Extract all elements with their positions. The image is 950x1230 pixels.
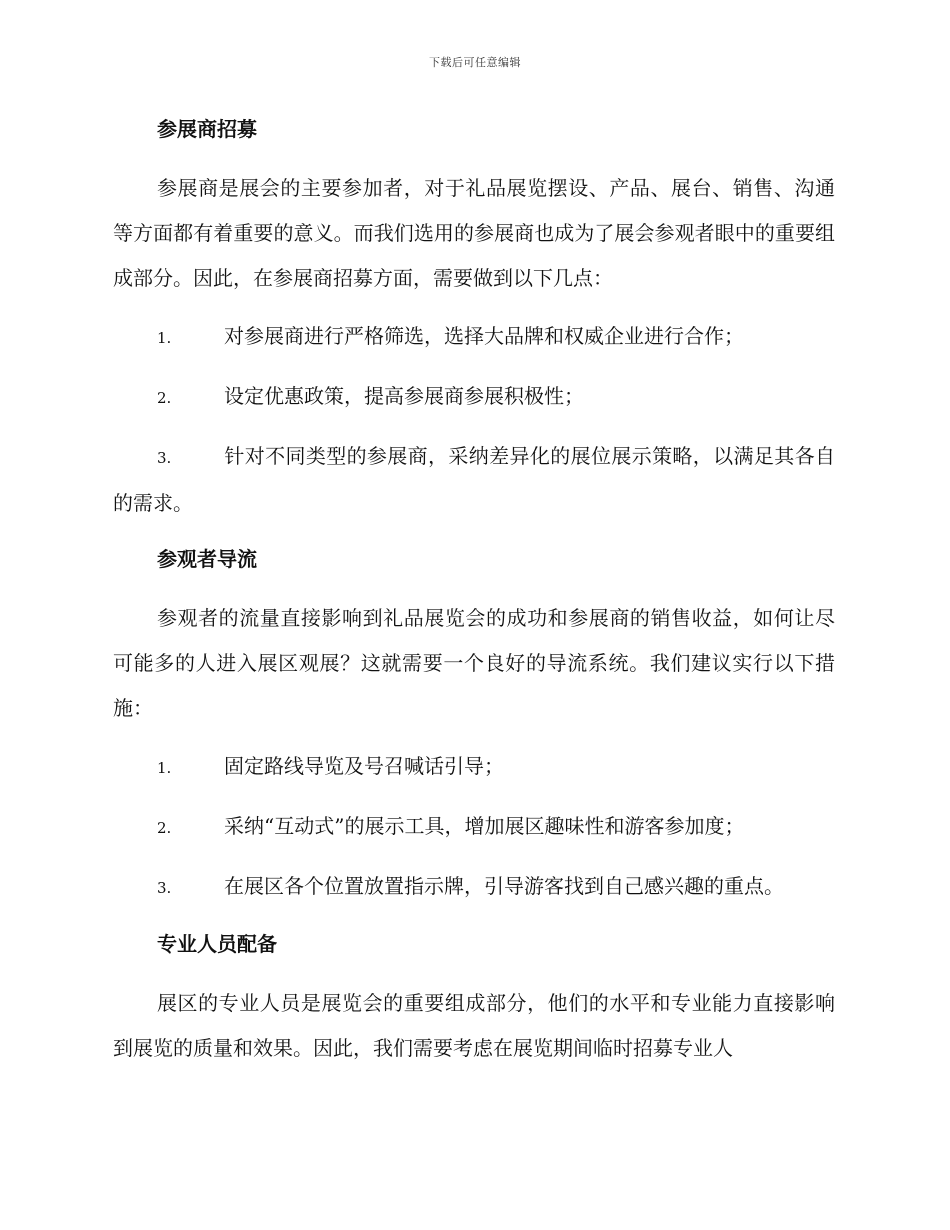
list-item-text: 针对不同类型的参展商，采纳差异化的展位展示策略，以满足其各自的需求。 (113, 444, 835, 515)
section-heading-visitor-flow: 参观者导流 (157, 547, 257, 571)
list-item-number: 1. (157, 759, 172, 777)
list-item (113, 864, 835, 911)
list-item (113, 374, 835, 421)
list-item-number: 1. (157, 329, 172, 347)
numbered-list (113, 314, 835, 526)
section-heading-exhibitor-recruitment: 参展商招募 (157, 117, 257, 141)
list-item-text: 在展区各个位置放置指示牌，引导游客找到自己感兴趣的重点。 (224, 874, 784, 898)
list-item (113, 804, 835, 851)
list-item (113, 744, 835, 791)
list-item-number: 2. (157, 389, 172, 407)
list-item-number: 3. (157, 879, 172, 897)
document-body (113, 112, 835, 1071)
list-item-text: 固定路线导览及号召喊话引导； (224, 754, 504, 778)
section-paragraph: 参展商是展会的主要参加者，对于礼品展览摆设、产品、展台、销售、沟通等方面都有着重要的意义。而我们选用的参展商也成为了展会参观者眼中的重要组成部分。因此，在参展商招募方面，需要做到以下几点： (113, 176, 835, 290)
list-item-text: 对参展商进行严格筛选，选择大品牌和权威企业进行合作； (224, 324, 744, 348)
section-paragraph: 展区的专业人员是展览会的重要组成部分，他们的水平和专业能力直接影响到展览的质量和效果。因此，我们需要考虑在展览期间临时招募专业人 (113, 991, 835, 1060)
page-header: 下载后可任意编辑 (429, 56, 521, 69)
list-item-text: 设定优惠政策，提高参展商参展积极性； (224, 384, 584, 408)
list-item-number: 3. (157, 449, 172, 467)
list-item (113, 434, 835, 526)
section-paragraph: 参观者的流量直接影响到礼品展览会的成功和参展商的销售收益，如何让尽可能多的人进入展区观展？这就需要一个良好的导流系统。我们建议实行以下措施： (113, 606, 835, 720)
list-item-text: 采纳“互动式”的展示工具，增加展区趣味性和游客参加度； (224, 814, 745, 838)
list-item-number: 2. (157, 819, 172, 837)
list-item (113, 314, 835, 361)
numbered-list (113, 744, 835, 911)
section-heading-staffing: 专业人员配备 (157, 932, 277, 956)
